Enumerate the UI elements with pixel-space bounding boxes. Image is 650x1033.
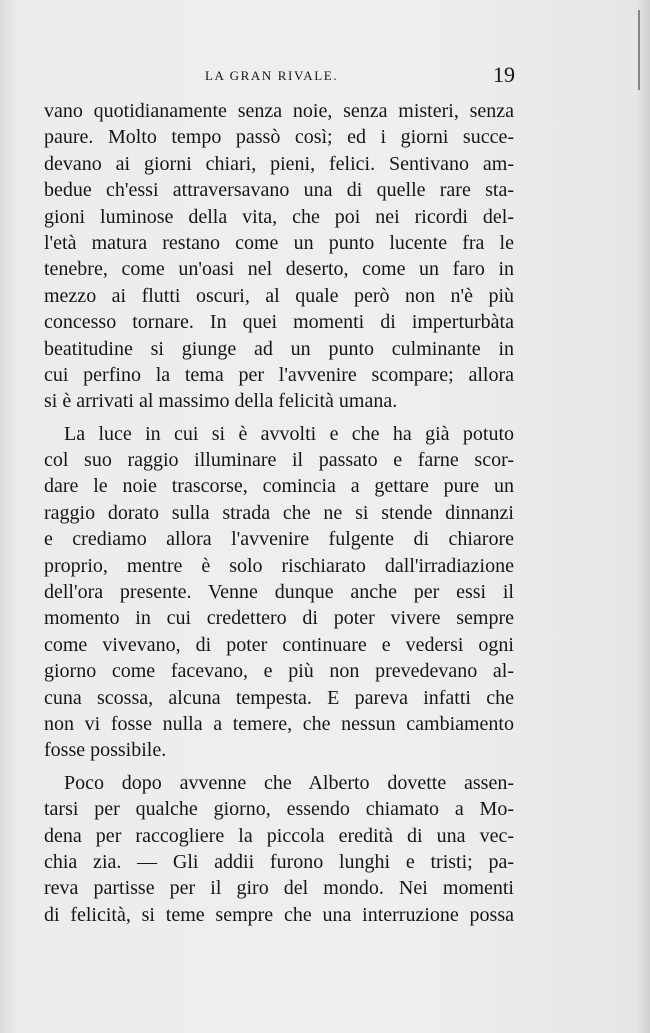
text-line: cuna scossa, alcuna tempesta. E pareva infatti che bbox=[44, 686, 514, 709]
page-number: 19 bbox=[493, 62, 515, 87]
text-line: vano quotidianamente senza noie, senza misteri, senza bbox=[44, 100, 514, 122]
text-line: tenebre, come un'oasi nel deserto, come un faro in bbox=[44, 258, 514, 281]
text-line: bedue ch'essi attraversavano una di quelle rare sta- bbox=[44, 179, 514, 202]
text-line: paure. Molto tempo passò così; ed i giorni succe- bbox=[44, 126, 514, 149]
paragraph-2 bbox=[44, 421, 514, 764]
text-line: giorno come facevano, e più non prevedevano al- bbox=[44, 660, 514, 683]
text-line: tarsi per qualche giorno, essendo chiamato a Mo- bbox=[44, 798, 514, 821]
page-header bbox=[40, 62, 515, 92]
text-line: come vivevano, di poter continuare e vedersi ogni bbox=[44, 633, 514, 656]
body-text bbox=[44, 98, 514, 934]
text-line: La luce in cui si è avvolti e che ha già potuto bbox=[64, 422, 514, 445]
text-line: beatitudine si giunge ad un punto culminante in bbox=[44, 337, 514, 360]
text-line: proprio, mentre è solo rischiarato dall'irradiazione bbox=[44, 554, 514, 577]
text-line: non vi fosse nulla a temere, che nessun cambiamento bbox=[44, 712, 514, 735]
text-line: dare le noie trascorse, comincia a gettare pure un bbox=[44, 475, 514, 498]
text-line: Poco dopo avvenne che Alberto dovette assen- bbox=[64, 771, 514, 794]
text-line: chia zia. — Gli addii furono lunghi e tristi; pa- bbox=[44, 850, 514, 873]
text-line: cui perfino la tema per l'avvenire scompare; allora bbox=[44, 363, 514, 386]
text-line: gioni luminose della vita, che poi nei ricordi del- bbox=[44, 205, 514, 228]
text-line: di felicità, si teme sempre che una interruzione possa bbox=[44, 903, 514, 926]
paragraph-1 bbox=[44, 98, 514, 415]
text-line: dell'ora presente. Venne dunque anche per essi il bbox=[44, 581, 514, 604]
paragraph-3 bbox=[44, 770, 514, 928]
page-edge-mark bbox=[638, 10, 640, 90]
text-line: fosse possibile. bbox=[44, 739, 167, 762]
text-line: raggio dorato sulla strada che ne si stende dinnanzi bbox=[44, 501, 514, 524]
text-line: concesso tornare. In quei momenti di imperturbàta bbox=[44, 311, 514, 334]
page-edge-shadow bbox=[636, 0, 650, 1033]
text-line: momento in cui credettero di poter vivere sempre bbox=[44, 607, 514, 630]
running-title: LA GRAN RIVALE. bbox=[205, 68, 339, 83]
text-line: mezzo ai flutti oscuri, al quale però non n'è più bbox=[44, 284, 514, 307]
text-line: e crediamo allora l'avvenire fulgente di chiarore bbox=[44, 528, 514, 551]
text-line: dena per raccogliere la piccola eredità di una vec- bbox=[44, 824, 514, 847]
text-line: col suo raggio illuminare il passato e farne scor- bbox=[44, 449, 514, 472]
text-line: l'età matura restano come un punto lucente fra le bbox=[44, 231, 514, 254]
text-line: si è arrivati al massimo della felicità umana. bbox=[44, 390, 398, 413]
text-line: reva partisse per il giro del mondo. Nei momenti bbox=[44, 877, 514, 900]
text-line: devano ai giorni chiari, pieni, felici. Sentivano am- bbox=[44, 152, 514, 175]
